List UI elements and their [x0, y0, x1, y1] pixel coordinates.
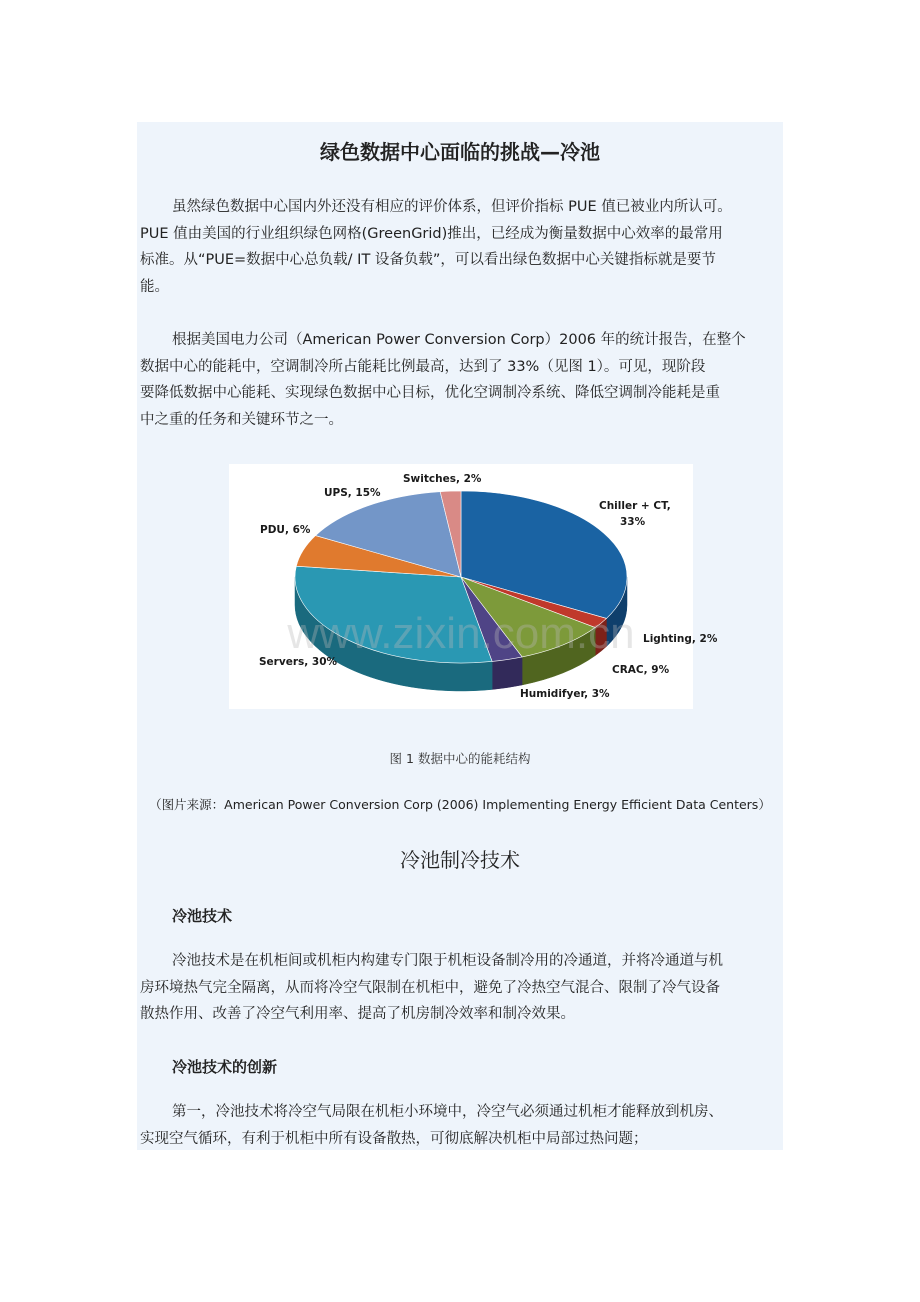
paragraph-line: 中之重的任务和关键环节之一。	[140, 411, 343, 428]
pie-label-ups: UPS, 15%	[324, 487, 381, 499]
energy-pie-chart	[229, 464, 718, 709]
article-panel	[137, 122, 783, 1150]
pie-label-switches: Switches, 2%	[403, 473, 482, 485]
pie-label-humidifyer: Humidifyer, 3%	[520, 688, 610, 700]
paragraph-line: 标准。从“PUE=数据中心总负载/ IT 设备负载”，可以看出绿色数据中心关键指标就是要节	[140, 252, 716, 268]
paragraph-line: 实现空气循环，有利于机柜中所有设备散热，可彻底解决机柜中局部过热问题；	[140, 1130, 648, 1147]
paragraph-line: 散热作用、改善了冷空气利用率、提高了机房制冷效率和制冷效果。	[140, 1006, 575, 1022]
pie-side-humidifyer	[492, 657, 522, 690]
section-title: 冷池制冷技术	[400, 848, 520, 872]
paragraph-line: 冷池技术是在机柜间或机柜内构建专门限于机柜设备制冷用的冷通道，并将冷通道与机	[172, 953, 723, 969]
paragraph-line: 要降低数据中心能耗、实现绿色数据中心目标，优化空调制冷系统、降低空调制冷能耗是重	[140, 385, 720, 401]
paragraph-line: 房环境热气完全隔离，从而将冷空气限制在机柜中，避免了冷热空气混合、限制了冷气设备	[140, 979, 720, 996]
subsection-title-innovation: 冷池技术的创新	[172, 1058, 278, 1076]
paragraph-line: 虽然绿色数据中心国内外还没有相应的评价体系，但评价指标 PUE 值已被业内所认可。	[172, 199, 732, 215]
subsection-title-cold-pool: 冷池技术	[172, 907, 233, 925]
paragraph-line: 能。	[140, 278, 169, 295]
pie-label-pdu: PDU, 6%	[260, 524, 311, 536]
watermark-text: www.zixin.com.cn	[287, 609, 635, 658]
paragraph-line: 数据中心的能耗中，空调制冷所占能耗比例最高，达到了 33%（见图 1）。可见，现阶段	[140, 358, 706, 375]
paragraph-pue	[140, 194, 782, 300]
pie-label-lighting: Lighting, 2%	[643, 633, 718, 645]
pie-label-servers: Servers, 30%	[259, 656, 338, 668]
pie-label-value: 33%	[620, 516, 646, 528]
paragraph-line: 根据美国电力公司（American Power Conversion Corp）2006 年的统计报告，在整个	[172, 332, 746, 348]
paragraph-apc-report	[140, 327, 782, 433]
figure-source: （图片来源：American Power Conversion Corp (2006) Implementing Energy Efficient Data Centers）	[149, 797, 771, 812]
pie-chart-svg	[229, 464, 718, 709]
pie-label-chiller: Chiller + CT,	[599, 500, 671, 512]
paragraph-innovation	[140, 1099, 782, 1152]
paragraph-line: PUE 值由美国的行业组织绿色网格(GreenGrid)推出，已经成为衡量数据中心效率的最常用	[140, 225, 723, 242]
article-title: 绿色数据中心面临的挑战—冷池	[320, 140, 600, 164]
paragraph-line: 第一，冷池技术将冷空气局限在机柜小环境中，冷空气必须通过机柜才能释放到机房、	[172, 1104, 723, 1120]
pie-label-crac: CRAC, 9%	[612, 664, 670, 676]
figure-caption: 图 1 数据中心的能耗结构	[389, 751, 531, 766]
paragraph-cold-pool	[140, 948, 782, 1028]
